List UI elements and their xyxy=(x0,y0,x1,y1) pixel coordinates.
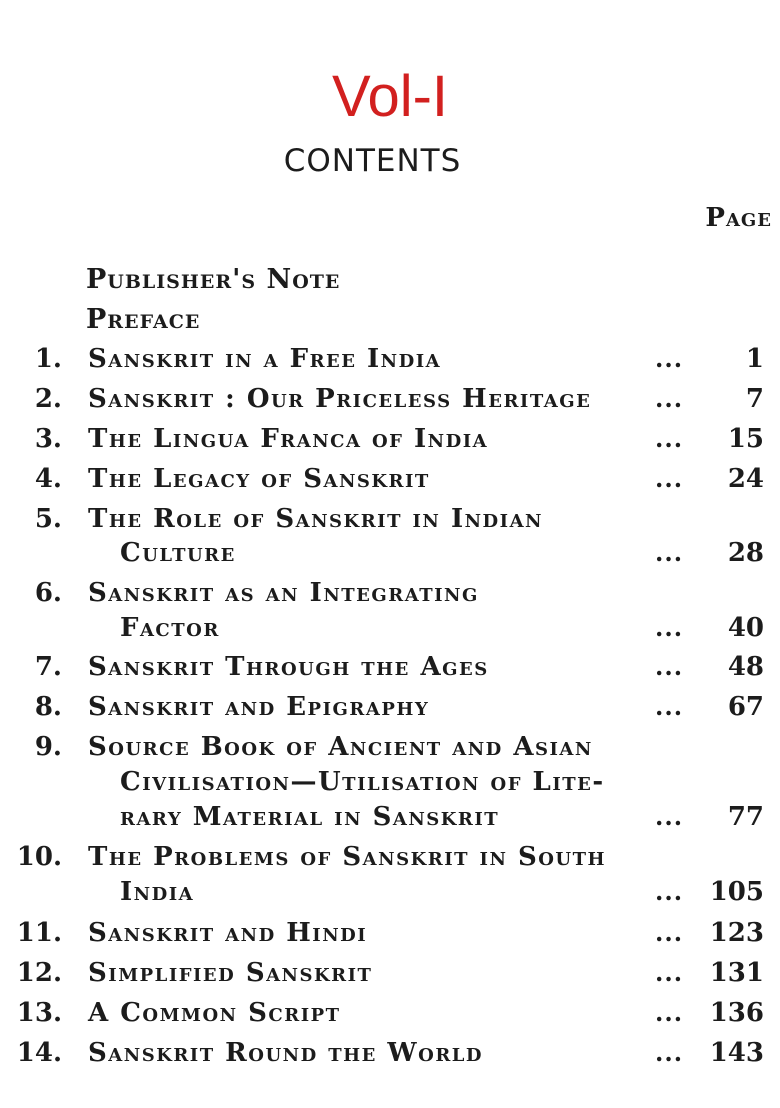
leader-dots: ... xyxy=(655,613,684,642)
leader-dots: ... xyxy=(655,384,684,413)
entry-page: 136 xyxy=(709,998,764,1028)
entry-number: 1. xyxy=(34,344,62,374)
entry-page: 15 xyxy=(727,424,764,454)
entry-page: 24 xyxy=(727,464,764,494)
toc-entry-3 xyxy=(0,421,780,457)
entry-page: 67 xyxy=(727,692,764,722)
toc-entry-9 xyxy=(0,729,780,832)
entry-title: Source Book of Ancient and Asian xyxy=(88,732,593,762)
leader-dots: ... xyxy=(655,344,684,373)
entry-page: 40 xyxy=(727,613,764,643)
entry-number: 13. xyxy=(16,998,62,1028)
leader-dots: ... xyxy=(655,1038,684,1067)
entry-title: Simplified Sanskrit xyxy=(88,958,373,988)
leader-dots: ... xyxy=(655,998,684,1027)
entry-title: The Legacy of Sanskrit xyxy=(88,464,430,494)
entry-number: 12. xyxy=(16,958,62,988)
leader-dots: ... xyxy=(655,958,684,987)
entry-title: The Role of Sanskrit in Indian xyxy=(88,504,544,534)
entry-page: 123 xyxy=(709,918,764,948)
entry-title-continued: Civilisation—Utilisation of Lite- xyxy=(120,767,605,797)
entry-page: 77 xyxy=(727,802,764,832)
entry-title-continued: rary Material in Sanskrit xyxy=(120,802,500,832)
toc-entry-4 xyxy=(0,461,780,497)
entry-page: 1 xyxy=(745,344,764,374)
entry-number: 5. xyxy=(34,504,62,534)
entry-title: Sanskrit in a Free India xyxy=(88,344,442,374)
entry-title: Sanskrit Through the Ages xyxy=(88,652,489,682)
front-matter-publishers-note: Publisher's Note xyxy=(86,264,341,295)
toc-entry-6 xyxy=(0,575,780,643)
entry-number: 14. xyxy=(16,1038,62,1068)
entry-title: A Common Script xyxy=(88,998,341,1028)
toc-entry-13 xyxy=(0,995,780,1031)
entry-page: 131 xyxy=(709,958,764,988)
entry-number: 2. xyxy=(34,384,62,414)
entry-title: Sanskrit and Hindi xyxy=(88,918,368,948)
entry-title: The Problems of Sanskrit in South xyxy=(88,842,607,872)
toc-entry-12 xyxy=(0,955,780,991)
entry-number: 3. xyxy=(34,424,62,454)
leader-dots: ... xyxy=(655,424,684,453)
toc-entry-2 xyxy=(0,381,780,417)
front-matter-preface: Preface xyxy=(86,304,201,335)
entry-title: Sanskrit as an Integrating xyxy=(88,578,479,608)
entry-page: 105 xyxy=(709,877,764,907)
entry-title-continued: Factor xyxy=(120,613,220,643)
entry-title-continued: India xyxy=(120,877,195,907)
toc-entry-14 xyxy=(0,1035,780,1071)
entry-number: 4. xyxy=(34,464,62,494)
entry-number: 6. xyxy=(34,578,62,608)
toc-entry-1 xyxy=(0,341,780,377)
entry-number: 7. xyxy=(34,652,62,682)
toc-entry-7 xyxy=(0,649,780,685)
entry-number: 10. xyxy=(16,842,62,872)
entry-title: Sanskrit and Epigraphy xyxy=(88,692,430,722)
toc-entry-10 xyxy=(0,839,780,907)
toc-entry-8 xyxy=(0,689,780,725)
leader-dots: ... xyxy=(655,918,684,947)
entry-page: 48 xyxy=(727,652,764,682)
volume-label: Vol-I xyxy=(331,64,449,129)
entry-page: 143 xyxy=(709,1038,764,1068)
entry-page: 7 xyxy=(745,384,764,414)
leader-dots: ... xyxy=(655,802,684,831)
leader-dots: ... xyxy=(655,652,684,681)
toc-entry-11 xyxy=(0,915,780,951)
entry-title-continued: Culture xyxy=(120,538,236,568)
entry-page: 28 xyxy=(727,538,764,568)
entry-title: Sanskrit Round the World xyxy=(88,1038,484,1068)
entry-number: 11. xyxy=(16,918,62,948)
leader-dots: ... xyxy=(655,538,684,567)
contents-heading: CONTENTS xyxy=(283,143,462,179)
entry-title: The Lingua Franca of India xyxy=(88,424,489,454)
leader-dots: ... xyxy=(655,692,684,721)
leader-dots: ... xyxy=(655,464,684,493)
toc-entry-5 xyxy=(0,501,780,568)
entry-number: 9. xyxy=(34,732,62,762)
entry-title: Sanskrit : Our Priceless Heritage xyxy=(88,384,592,414)
entry-number: 8. xyxy=(34,692,62,722)
leader-dots: ... xyxy=(655,877,684,906)
page-column-label: Page xyxy=(705,203,772,233)
